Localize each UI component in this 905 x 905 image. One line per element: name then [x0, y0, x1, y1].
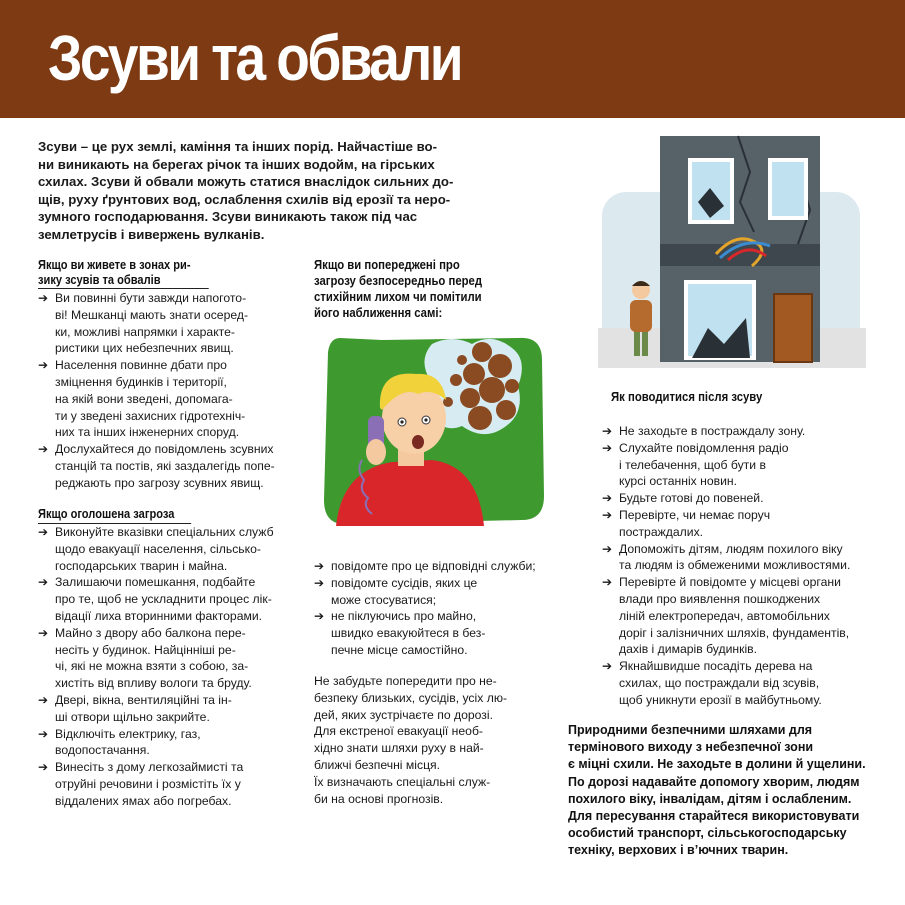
list-item-line: Населення повинне дбати про [55, 358, 227, 373]
list-item [38, 692, 303, 726]
intro-line: щів, руху ґрунтових вод, ослаблення схилів від ерозії та неро- [38, 191, 451, 207]
list-item-line: Виконуйте вказівки спеціальних служб [55, 525, 274, 539]
list-item-line: повідомте про це відповідні служби; [331, 559, 536, 573]
list-item-line: станцій та постів, які заздалегідь попе- [55, 458, 275, 473]
arrow-icon: ➔ [38, 625, 49, 640]
list-item-line: дахів і димарів будинків. [619, 642, 758, 657]
arrow-icon: ➔ [38, 442, 49, 457]
list-item-line: влади про виявлення пошкоджених [619, 591, 821, 606]
arrow-icon: ➔ [38, 726, 49, 741]
list-item-line: відації лиха вторинними факторами. [55, 608, 263, 623]
list-item [38, 524, 303, 574]
list-item-line: Допоможіть дітям, людям похилого віку [619, 541, 843, 556]
list-item [314, 608, 559, 658]
arrow-icon: ➔ [38, 358, 49, 373]
list-item-line: може стосуватися; [331, 592, 437, 607]
list-item [602, 574, 877, 658]
list-item-line: Слухайте повідомлення радіо [619, 440, 789, 455]
list-item-line: водопостачання. [55, 743, 150, 758]
list-item [602, 490, 877, 507]
list-item-line: не піклуючись про майно, [331, 609, 477, 624]
list-item-line: ші отвори щільно закрийте. [55, 709, 210, 724]
list-item [602, 507, 877, 541]
list-item-line: Будьте готові до повеней. [619, 491, 764, 506]
arrow-icon: ➔ [38, 575, 49, 590]
list-item-line: Відключіть електрику, газ, [55, 726, 201, 741]
intro-line: зумного господарювання. Зсуви виникають також під час [38, 209, 418, 224]
arrow-icon: ➔ [602, 659, 613, 674]
arrow-icon: ➔ [314, 559, 325, 573]
intro-line: землетрусів і вивержень вулканів. [38, 226, 265, 242]
page-title: Зсуви та обвали [48, 22, 461, 94]
arrow-icon: ➔ [38, 692, 49, 707]
arrow-icon: ➔ [602, 575, 613, 590]
list-item-line: зміцнення будинків і території, [55, 374, 227, 389]
list-item-line: Двері, вікна, вентиляційні та ін- [55, 692, 232, 707]
arrow-icon: ➔ [314, 575, 325, 590]
list-item-line: них та інших інженерних споруд. [55, 425, 240, 440]
warned-list [314, 558, 559, 659]
intro-line: схилах. Зсуви й обвали можуть статися внаслідок сильних до- [38, 174, 454, 189]
list-item-line: Винесіть з дому легкозаймисті та [55, 760, 244, 775]
list-item-line: про те, щоб не ускладнити процес лік- [55, 592, 272, 607]
intro-paragraph [38, 138, 508, 243]
list-item-line: постраждалих. [619, 524, 704, 539]
list-item-line: швидко евакуюйтеся в без- [331, 626, 486, 641]
arrow-icon: ➔ [602, 424, 613, 438]
list-item-line: віддалених ямах або погребах. [55, 793, 232, 808]
list-item [38, 441, 298, 491]
threat-list [38, 524, 303, 810]
list-item [602, 423, 877, 440]
list-item-line: Майно з двору або балкона пере- [55, 625, 246, 640]
list-item [602, 541, 877, 575]
title-banner [0, 0, 905, 118]
list-item-line: та людям із обмеженими можливостями. [619, 558, 851, 573]
list-item-line: і телебачення, щоб бути в [619, 457, 766, 472]
damaged-building-illustration [598, 132, 866, 368]
list-item-line: щоб уникнути ерозії в майбутньому. [619, 692, 822, 707]
list-item-line: Ви повинні бути завжди напогото- [55, 291, 247, 305]
list-item [314, 575, 559, 609]
list-item-line: щодо евакуації населення, сільсько- [55, 541, 261, 556]
list-item-line: несіть у будинок. Найцінніші ре- [55, 642, 236, 657]
arrow-icon: ➔ [602, 440, 613, 455]
list-item-line: Дослухайтеся до повідомлень зсувних [55, 442, 274, 457]
list-item-line: ти у зведені захисних гідротехніч- [55, 408, 246, 423]
zones-list [38, 290, 298, 492]
list-item [38, 290, 298, 357]
list-item-line: Перевірте, чи немає поруч [619, 507, 771, 522]
list-item-line: Залишаючи помешкання, подбайте [55, 575, 256, 590]
list-item [38, 574, 303, 624]
list-item [602, 658, 877, 708]
list-item [38, 726, 303, 760]
warned-heading: Якщо ви попереджені про загрозу безпосередньо перед стихійним лихом чи помітили його наближення самі: [314, 258, 483, 320]
list-item-line: Якнайшвидше посадіть дерева на [619, 659, 813, 674]
list-item-line: на якій вони зведені, допомага- [55, 391, 233, 406]
list-item-line: ки, можливі напрямки і характе- [55, 324, 235, 339]
arrow-icon: ➔ [602, 491, 613, 506]
intro-line: ни виникають на берегах річок та інших водойм, на гірських [38, 156, 435, 172]
arrow-icon: ➔ [602, 507, 613, 522]
list-item-line: Перевірте й повідомте у місцеві органи [619, 575, 841, 590]
list-item-line: повідомте сусідів, яких це [331, 575, 478, 590]
phone-call-illustration [322, 330, 548, 530]
list-item [38, 759, 303, 809]
list-item-line: чі, які не можна взяти з собою, за- [55, 659, 249, 674]
list-item-line: ристики цих небезпечних явищ. [55, 341, 234, 356]
threat-heading: Якщо оголошена загроза [38, 507, 174, 524]
list-item-line: отруйні речовини і розмістіть їх у [55, 776, 241, 791]
after-list [602, 423, 877, 709]
warned-note: Не забудьте попередити про не- безпеку близьких, сусідів, усіх лю- дей, яких зустрічаєте по дорозі. Для екстреної евакуації необ- хідно знати шляхи руху в най- ближчі безпечні місця. Їх визначають спеціальні служ- би на основі прогнозів. [314, 674, 508, 806]
list-item-line: ліній електропередач, автомобільних [619, 608, 830, 623]
list-item-line: схилах, що постраждали від зсувів, [619, 675, 820, 690]
arrow-icon: ➔ [38, 760, 49, 775]
list-item-line: доріг і залізничних шляхів, фундаментів, [619, 625, 850, 640]
intro-line: Зсуви – це рух землі, каміння та інших порід. Найчастіше во- [38, 139, 437, 154]
arrow-icon: ➔ [314, 609, 325, 624]
list-item [38, 357, 298, 441]
arrow-icon: ➔ [38, 525, 49, 539]
list-item-line: хистіть від впливу вологи та бруду. [55, 676, 252, 691]
list-item-line: господарських тварин і майна. [55, 558, 228, 573]
list-item-line: ві! Мешканці мають знати осеред- [55, 307, 249, 322]
list-item-line: Не заходьте в постраждалу зону. [619, 424, 806, 438]
list-item-line: курсі останніх новин. [619, 474, 738, 489]
list-item [38, 625, 303, 692]
list-item [602, 440, 877, 490]
closing-paragraph: Природними безпечними шляхами для термінового виходу з небезпечної зони є міцні схили. Не заходьте в долини й ущелини. По дорозі надавайте допомогу хворим, людям похилого віку, інвалідам, дітям і ослабленим. Для пересування старайтеся використовувати особистий транспорт, сільськогосподарську техніку, верхових і в’ючних тварин. [568, 723, 866, 858]
after-heading: Як поводитися після зсуву [611, 390, 763, 404]
list-item-line: реджають про загрозу зсувних явищ. [55, 475, 264, 490]
list-item-line: печне місце самостійно. [331, 642, 468, 657]
arrow-icon: ➔ [38, 291, 49, 305]
arrow-icon: ➔ [602, 541, 613, 556]
zones-heading: Якщо ви живете в зонах ри- зику зсувів та обвалів [38, 258, 191, 289]
list-item [314, 558, 559, 575]
